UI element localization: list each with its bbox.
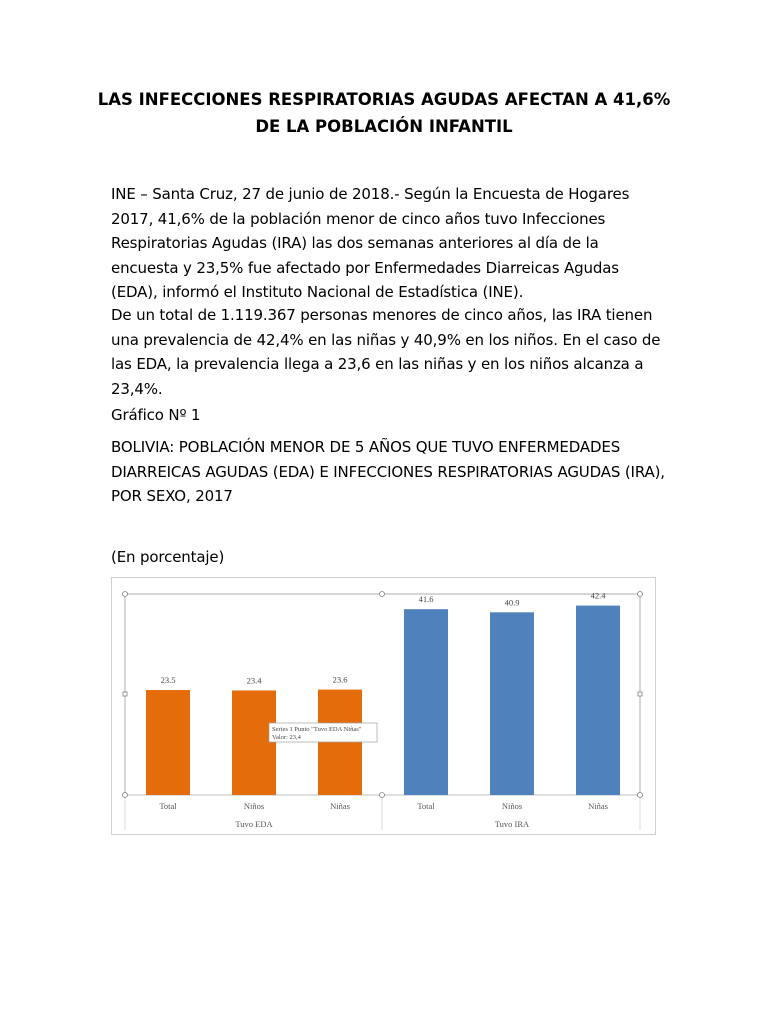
tooltip-line-2: Valor: 23,4: [272, 734, 301, 741]
bar-chart[interactable]: [112, 578, 655, 834]
resize-handle[interactable]: [123, 793, 128, 798]
bar[interactable]: [146, 690, 190, 795]
text-line: 23,4%.: [111, 379, 163, 398]
text-line: De un total de 1.119.367 personas menores de cinco años, las IRA tienen: [111, 306, 653, 324]
chart-tooltip: [269, 723, 377, 742]
title-line-2: DE LA POBLACIÓN INFANTIL: [255, 117, 513, 136]
text-line: (EDA), informó el Instituto Nacional de Estadística (INE).: [111, 283, 524, 301]
graph-title: [111, 435, 671, 509]
text-line: BOLIVIA: POBLACIÓN MENOR DE 5 AÑOS QUE TUVO ENFERMEDADES: [111, 438, 621, 456]
title-line-1: LAS INFECCIONES RESPIRATORIAS AGUDAS AFECTAN A 41,6%: [97, 90, 671, 109]
text-line: una prevalencia de 42,4% en las niñas y 40,9% en los niños. En el caso de: [111, 330, 661, 349]
chart-frame[interactable]: [111, 577, 656, 835]
category-tick-label: Total: [159, 801, 177, 811]
bar-value-label: 23.5: [160, 675, 176, 686]
text-line: las EDA, la prevalencia llega a 23,6 en las niñas y en los niños alcanza a: [111, 355, 644, 373]
bar-value-label: 23.6: [332, 674, 348, 685]
resize-handle[interactable]: [123, 692, 127, 696]
text-line: encuesta y 23,5% fue afectado por Enfermedades Diarreicas Agudas: [111, 258, 619, 277]
resize-handle[interactable]: [638, 692, 642, 696]
category-tick-label: Niñas: [588, 801, 608, 811]
bar-value-label: 42.4: [590, 590, 606, 601]
bar-value-label: 40.9: [504, 597, 520, 608]
text-line: 2017, 41,6% de la población menor de cinco años tuvo Infecciones: [111, 209, 606, 228]
bar-value-label: 41.6: [418, 594, 434, 605]
chart-selection-box[interactable]: [125, 594, 640, 795]
text-line: INE – Santa Cruz, 27 de junio de 2018.- Según la Encuesta de Hogares: [111, 185, 630, 203]
bar[interactable]: [576, 606, 620, 795]
paragraph-prevalence: [111, 303, 671, 401]
resize-handle[interactable]: [638, 793, 643, 798]
unit-note: (En porcentaje): [111, 548, 225, 566]
bar[interactable]: [404, 609, 448, 795]
graph-label: Gráfico Nº 1: [111, 406, 201, 424]
tooltip-line-1: Series 1 Punto "Tuvo EDA Niñas": [272, 726, 362, 733]
resize-handle[interactable]: [123, 592, 128, 597]
text-line: DIARREICAS AGUDAS (EDA) E INFECCIONES RESPIRATORIAS AGUDAS (IRA),: [111, 462, 665, 481]
category-tick-label: Niñas: [330, 801, 350, 811]
text-line: Respiratorias Agudas (IRA) las dos semanas anteriores al día de la: [111, 234, 599, 252]
group-axis-label: Tuvo IRA: [494, 819, 530, 829]
page-title: [80, 86, 688, 140]
text-line: POR SEXO, 2017: [111, 487, 233, 505]
group-axis-label: Tuvo EDA: [235, 819, 273, 829]
resize-handle[interactable]: [380, 793, 385, 798]
category-tick-label: Niños: [243, 801, 265, 811]
category-tick-label: Total: [417, 801, 435, 811]
resize-handle[interactable]: [638, 592, 643, 597]
resize-handle[interactable]: [380, 592, 385, 597]
bar[interactable]: [232, 690, 276, 795]
category-tick-label: Niños: [501, 801, 523, 811]
bar[interactable]: [490, 612, 534, 795]
bar-value-label: 23.4: [246, 675, 262, 686]
paragraph-intro: [111, 182, 671, 305]
